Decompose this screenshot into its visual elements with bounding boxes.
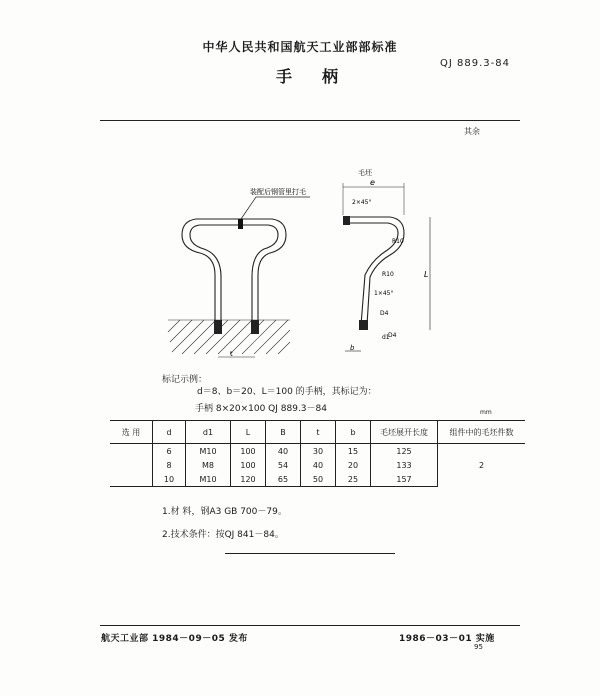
cell-b-upper: 65 [266, 472, 301, 487]
cell-blank-length: 157 [371, 472, 438, 487]
header-rule [100, 120, 520, 121]
dim-d4: D4 [380, 310, 389, 317]
cell-l: 120 [231, 472, 266, 487]
effective-info: 1986－03－01 实施 [399, 634, 495, 644]
cell-blank-count: 2 [438, 444, 526, 487]
marking-designation: 手柄 8×20×100 QJ 889.3－84 [195, 404, 327, 414]
col-header-l: L [231, 421, 266, 444]
cell-l: 100 [231, 458, 266, 472]
cell-b: 25 [336, 472, 371, 487]
thread-end-left [214, 320, 222, 334]
radius-top: R10 [392, 238, 404, 245]
blank-side-view [345, 217, 404, 325]
col-header-blank-count: 组件中的毛坯件数 [438, 421, 526, 444]
cell-b-upper: 54 [266, 458, 301, 472]
ground-hatch [168, 320, 290, 354]
standard-code: QJ 889.3-84 [440, 58, 510, 69]
table-unit: mm [480, 409, 492, 416]
handle-drawing [160, 165, 450, 370]
dimension-table [110, 420, 525, 487]
cell-d: 6 [153, 444, 186, 459]
col-header-d1: d1 [186, 421, 231, 444]
cell-l: 100 [231, 444, 266, 459]
blank-label: 毛坯 [358, 169, 372, 177]
marking-label: 装配后钢管里打毛 [250, 188, 306, 196]
col-header-b: b [336, 421, 371, 444]
table-header-row [110, 421, 525, 444]
radius-mid: R10 [382, 271, 394, 278]
cell-b: 15 [336, 444, 371, 459]
rest-surface-note: 其余 [464, 127, 480, 136]
cell-t: 50 [301, 472, 336, 487]
note-technical: 2.技术条件：按QJ 841－84。 [162, 530, 284, 540]
col-header-d: d [153, 421, 186, 444]
dim-d4-low: D4 [388, 332, 397, 339]
footer-rule [100, 625, 520, 626]
cell-d1: M10 [186, 444, 231, 459]
cell-d1: M10 [186, 472, 231, 487]
blank-bottom-end [359, 320, 368, 330]
cell-d: 8 [153, 458, 186, 472]
dim-e: e [370, 178, 375, 187]
title-char-1: 手 [276, 67, 295, 86]
cell-blank-length: 133 [371, 458, 438, 472]
col-header-blank-length: 毛坯展开长度 [371, 421, 438, 444]
dim-l: L [424, 270, 429, 279]
marking-spot [238, 219, 243, 229]
standard-title: 中华人民共和国航天工业部部标准 [202, 40, 398, 54]
chamfer-low: 1×45° [374, 290, 394, 297]
col-header-b-upper: B [266, 421, 301, 444]
note-material: 1.材 料，钢A3 GB 700－79。 [162, 507, 287, 517]
marking-example: d＝8、b＝20、L＝100 的手柄，其标记为： [197, 387, 377, 397]
handle-front-view [182, 219, 286, 325]
dim-b: b [350, 344, 355, 352]
marking-heading: 标记示例： [162, 375, 208, 385]
document-title [262, 64, 354, 87]
dim-d1: d1 [382, 334, 390, 341]
dim-t: t [230, 350, 233, 358]
blank-top-end [343, 216, 350, 225]
col-header-select: 选 用 [110, 421, 153, 444]
issue-info: 航天工业部 1984－09－05 发布 [101, 634, 248, 644]
title-char-2: 柄 [322, 67, 341, 86]
cell-b-upper: 40 [266, 444, 301, 459]
page-number: 95 [474, 643, 483, 651]
cell-b: 20 [336, 458, 371, 472]
col-header-t: t [301, 421, 336, 444]
cell-d: 10 [153, 472, 186, 487]
cell-t: 40 [301, 458, 336, 472]
cell-blank-length: 125 [371, 444, 438, 459]
end-rule [225, 553, 395, 554]
thread-end-right [251, 320, 259, 334]
cell-d1: M8 [186, 458, 231, 472]
table-row [110, 444, 525, 459]
chamfer-top: 2×45° [352, 199, 372, 206]
cell-t: 30 [301, 444, 336, 459]
